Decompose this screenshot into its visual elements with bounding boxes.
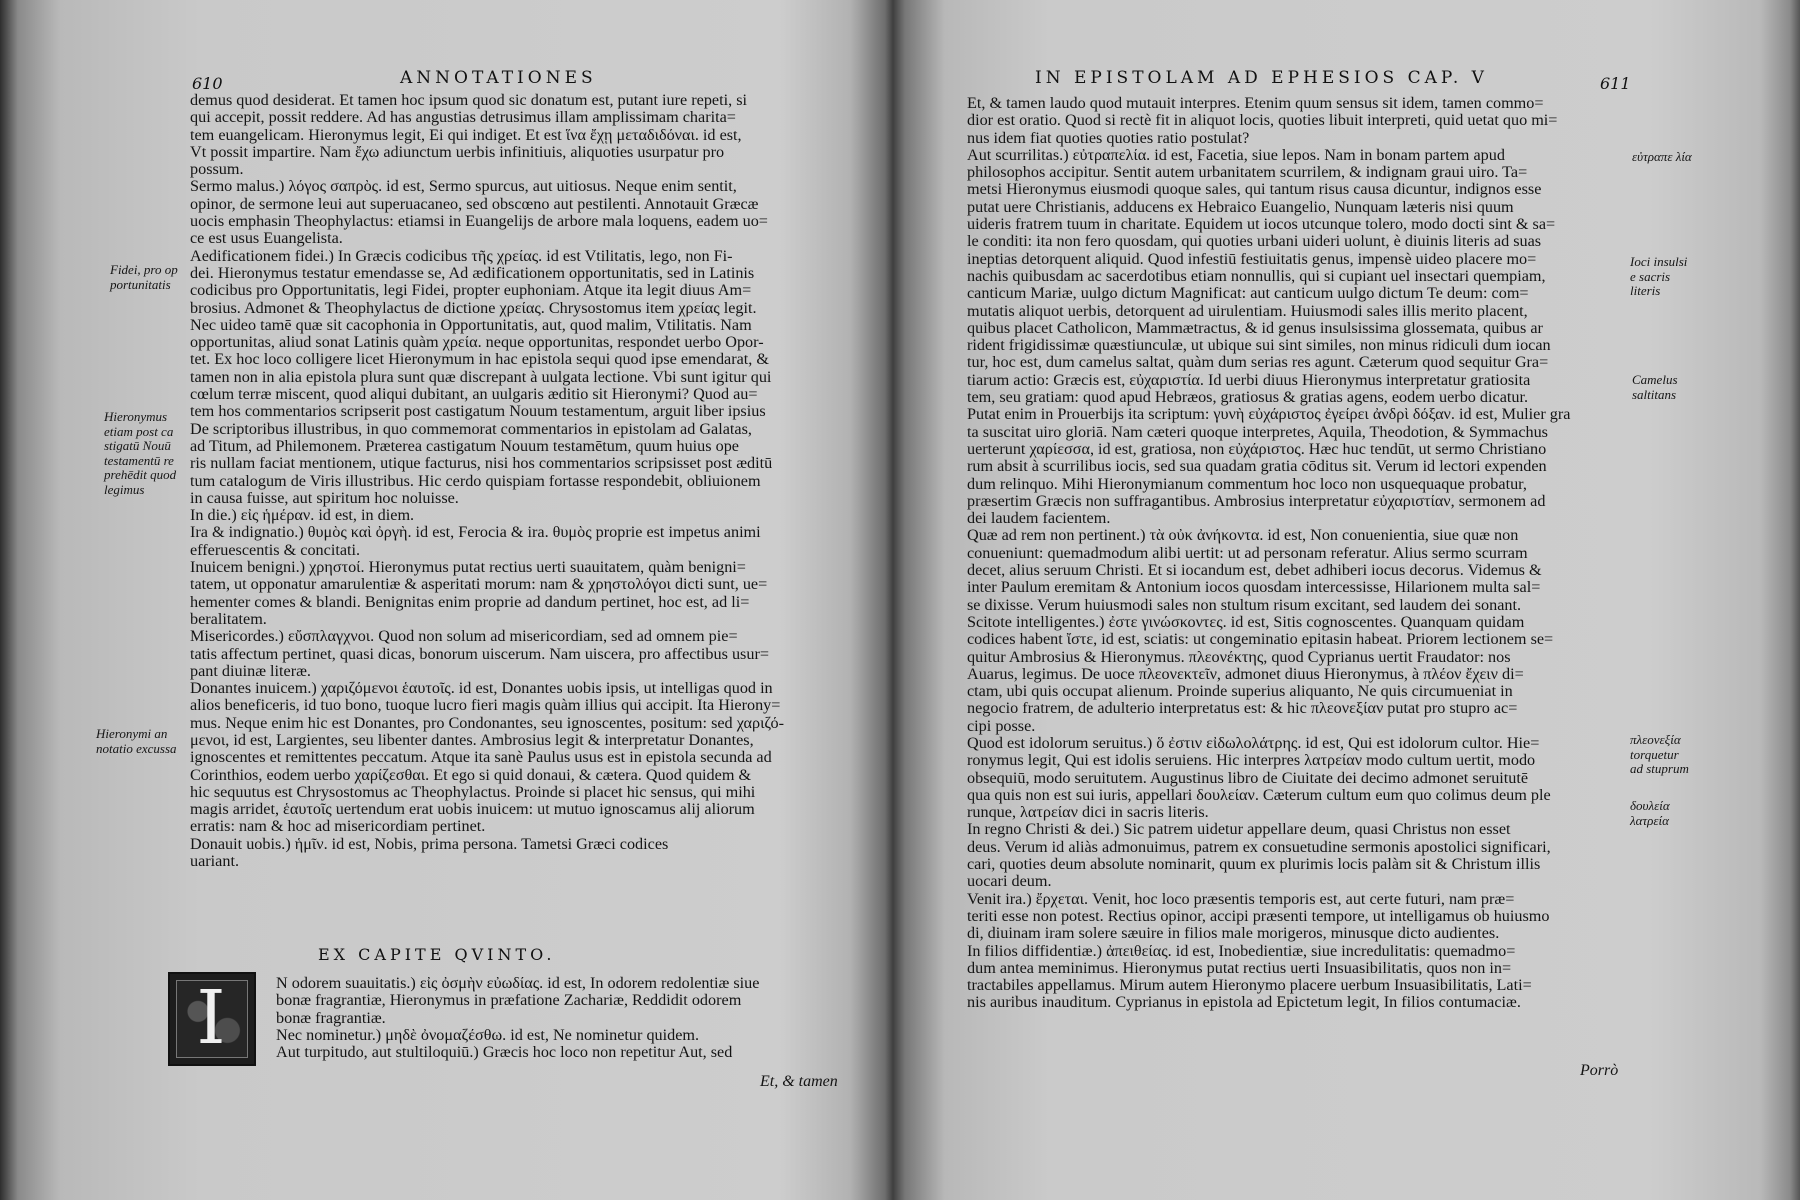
text-line: bonæ fragrantiæ. <box>276 1009 386 1027</box>
margin-note: Ioci insulsi e sacris literis <box>1630 254 1688 298</box>
text-line: codices habent ἴστε, id est, sciatis: ut congeminatio epitasin habeat. Priorem lectionem se= <box>967 631 1554 649</box>
text-line: alios beneficeris, id tuo bono, tuoque lucro fieri magis quàm illius qui accipit. Ita Hierony= <box>190 697 781 715</box>
text-line: efferuescentis & concitati. <box>190 541 361 559</box>
text-line: ce est usus Euangelista. <box>190 230 343 248</box>
text-line: deus. Verum id aliàs admonuimus, patrem ex consuetudine sermonis apostolici significari, <box>967 838 1551 856</box>
text-line: hementer comes & blandi. Benignitas enim proprie ad dandum pertinet, hoc est, ad li= <box>190 593 750 611</box>
text-line: uideris fratrem tuum in charitate. Equidem ut iocos utcunque tolero, modo docti sint & sa= <box>967 216 1556 234</box>
text-line: dei. Hieronymus testatur emendasse se, Ad ædificationem opportunitatis, sed in Latinis <box>190 264 755 282</box>
text-line: in causa fuisse, aut spiritum hoc noluisse. <box>190 489 459 507</box>
text-line: Aedificationem fidei.) In Græcis codicibus τῆς χρείας. id est Vtilitatis, lego, non Fi- <box>190 247 733 265</box>
text-line: In die.) εἰς ἡμέραν. id est, in diem. <box>190 507 415 525</box>
text-line: se dixisse. Verum huiusmodi sales non stultum risum excitant, sed laudem dei sonant. <box>967 596 1522 614</box>
margin-note: Camelus saltitans <box>1632 372 1678 402</box>
text-line: dum antea meminimus. Hieronymus putat rectius uerti Insuasibilitatis, quos non in= <box>967 959 1512 977</box>
text-line: Putat enim in Prouerbijs ita scriptum: γυνὴ εὐχάριστος ἐγείρει ἀνδρὶ δόξαν. id est, Mulier gra <box>967 406 1571 424</box>
text-line: dior est oratio. Quod si rectè fit in aliquot locis, quoties libuit interpreti, quid uetat quo mi= <box>967 112 1558 130</box>
text-line: qua quis non est sui iuris, appellari δουλείαν. Cæterum cultum eum quo colimus deum ple <box>967 786 1551 804</box>
text-line: Venit ira.) ἔρχεται. Venit, hoc loco præsentis temporis est, aut certe futuri, nam præ= <box>967 890 1515 908</box>
text-line: putat uere Christianis, adducens ex Hebraico Euangelio, Nunquam læteris nisi quum <box>967 198 1514 216</box>
text-line: In regno Christi & dei.) Sic patrem uidetur appellare deum, quasi Christus non esset <box>967 821 1511 839</box>
text-line: dum relinquo. Mihi Hieronymianum commentum hoc loco non usquequaque probatur, <box>967 475 1527 493</box>
text-line: Donauit uobis.) ἡμῖν. id est, Nobis, prima persona. Tametsi Græci codices <box>190 835 669 853</box>
text-line: tatem, ut opponatur amarulentiæ & asperitati morum: nam & χρηστολόγοι dicti sunt, ue= <box>190 576 768 594</box>
text-line: inter Paulum eremitam & Antonium iocos quosdam intercessisse, Hilarionem multa sal= <box>967 579 1541 597</box>
text-line: Inuicem benigni.) χρηστοί. Hieronymus putat rectius uerti suauitatem, quàm benigni= <box>190 559 746 577</box>
text-line: rident frigidissimæ quæstiunculæ, ut ubique sui sint similes, non minus ridiculi dum iocan <box>967 337 1551 355</box>
text-line: dei laudem facientem. <box>967 510 1111 528</box>
right-body-text <box>967 95 1627 1012</box>
text-line: uariant. <box>190 853 239 871</box>
text-line: ronymus legit, Qui est idolis seruiens. Hic interpres λατρείαν modo cultum uertit, modo <box>967 752 1536 770</box>
text-line: Aut turpitudo, aut stultiloquiū.) Græcis hoc loco non repetitur Aut, sed <box>276 1044 733 1062</box>
text-line: Corinthios, eodem uerbo χαρίζεσθαι. Et ego si quid donaui, & cætera. Quod quidem & <box>190 766 752 784</box>
text-line: bonæ fragrantiæ, Hieronymus in præfatione Zachariæ, Reddidit odorem <box>276 992 742 1010</box>
margin-note: πλεονεξία torquetur ad stuprum <box>1630 732 1689 776</box>
text-line: Donantes inuicem.) χαριζόμενοι ἑαυτοῖς. id est, Donantes uobis ipsis, ut intelligas quod in <box>190 680 773 698</box>
text-line: cœlum terræ miscent, quod aliqui dubitant, an uulgaris æditio sit Hieronymi? Quod au= <box>190 386 758 404</box>
text-line: decet, alius seruum Christi. Et si iocandum est, debet adhiberi iocus decorus. Videmus & <box>967 562 1542 580</box>
text-line: Quæ ad rem non pertinent.) τὰ οὐκ ἀνήκοντα. id est, Non conuenientia, siue quæ non <box>967 527 1519 545</box>
text-line: præsertim Græcis non suffragantibus. Ambrosius interpretatur εὐχαριστίαν, sermonem ad <box>967 492 1546 510</box>
text-line: De scriptoribus illustribus, in quo commemorat commentarios in epistolam ad Galatas, <box>190 420 752 438</box>
text-line: Ira & indignatio.) θυμὸς καὶ ὀργὴ. id est, Ferocia & ira. θυμὸς proprie est impetus animi <box>190 524 761 542</box>
text-line: Aut scurrilitas.) εὐτραπελία. id est, Facetia, siue lepos. Nam in bonam partem apud <box>967 146 1505 164</box>
text-line: obsequiū, modo seruitutem. Augustinus libro de Ciuitate dei decimo admonet seruitutē <box>967 769 1529 787</box>
text-line: tur, hoc est, dum camelus saltat, quàm dum serias res agunt. Cæterum quod sequitur Gra= <box>967 354 1549 372</box>
text-line: tatis affectum pertinet, quasi dicas, bonorum uiscerum. Nam uiscera, pro affectibus usur= <box>190 645 769 663</box>
text-line: tamen non in alia epistola plura sunt quæ discrepant à uulgata lectione. Vbi sunt igitur qui <box>190 368 772 386</box>
text-line: Misericordes.) εὔσπλαγχνοι. Quod non solum ad misericordiam, sed ad omnem pie= <box>190 628 738 646</box>
text-line: ctam, ubi quis occupat alienum. Proinde superius aliquanto, Ne quis circumueniat in <box>967 683 1513 701</box>
text-line: nus idem fiat quoties quoties ratio postulat? <box>967 129 1250 147</box>
text-line: ineptias detorquent aliquid. Quod infestiū festiuitatis genus, impensè uideo placere mo= <box>967 250 1537 268</box>
text-line: N odorem suauitatis.) εἰς ὀσμὴν εὐωδίας. id est, In odorem redolentiæ siue <box>276 975 760 992</box>
text-line: tiarum actio: Græcis est, εὐχαριστία. Id uerbi diuus Hieronymus interpretatur gratiosita <box>967 371 1531 389</box>
text-line: In filios diffidentiæ.) ἀπειθείας. id est, Inobedientiæ, siue incredulitatis: quemadmo= <box>967 942 1516 960</box>
text-line: cari, quoties deum absolute nominarit, quum ex plurimis locis palàm sit & Christum illis <box>967 856 1541 874</box>
text-line: ris nullam faciat mentionem, utique facturus, nisi hos commentarios scripsisset post æditū <box>190 455 773 473</box>
running-head-left: ANNOTATIONES <box>400 68 597 88</box>
text-line: Sermo malus.) λόγος σαπρὸς. id est, Sermo spurcus, aut uitiosus. Neque enim sentit, <box>190 178 737 196</box>
catchword: Et, & tamen <box>760 1073 838 1090</box>
text-line: qui accepit, possit reddere. Ad has angustias detrusimus illam amplissimam charita= <box>190 109 736 127</box>
text-line: beralitatem. <box>190 610 267 628</box>
text-line: tem euangelicam. Hieronymus legit, Ei qui indiget. Et est ἵνα ἔχῃ μεταδιδόναι. id est, <box>190 126 742 144</box>
text-line: tum catalogum de Viris illustribus. Hic cerdo quispiam fortasse respondebit, obliuionem <box>190 472 761 490</box>
text-line: mutatis aliquot uerbis, detorquent ad uirulentiam. Huiusmodi sales illis merito placent, <box>967 302 1528 320</box>
right-page <box>900 0 1800 1200</box>
text-line: le conditi: ita non fero quosdam, qui quoties urbani uideri uolunt, è diuinis literis ad suas <box>967 233 1542 251</box>
page-number-right: 611 <box>1600 74 1631 93</box>
text-line: Scitote intelligentes.) ἐστε γινώσκοντες. id est, Sitis cognoscentes. Quanquam quidam <box>967 613 1525 631</box>
text-line: Auarus, legimus. De uoce πλεονεκτεῖν, admonet diuus Hieronymus, à πλέον ἔχειν di= <box>967 665 1524 683</box>
text-line: ignoscentes et remittentes peccatum. Atque ita sanè Paulus usus est in epistola secunda ad <box>190 749 772 767</box>
text-line: erratis: nam & hoc ad misericordiam pertinet. <box>190 818 486 836</box>
margin-note: Hieronymi an notatio excussa <box>96 726 177 756</box>
text-line: conueniunt: quemadmodum alibi uertit: ut ad personam referatur. Alius sermo scurram <box>967 544 1528 562</box>
text-line: uocis emphasin Theophylactus: etiamsi in Euangelijs de arbore mala loquens, eadem uo= <box>190 213 768 231</box>
text-line: uerterunt χαρίεσσα, id est, gratiosa, non εὐχάριστος. Hæc huc tendūt, ut sermo Christiano <box>967 440 1547 458</box>
text-line: rum absit à scurrilibus iocis, sed sua quadam gratia cōditus sit. Verum id lectori expenden <box>967 458 1547 476</box>
text-line: opportunitas, aliud sonat Latinis quàm χρεία. neque opportunitas, respondet uerbo Opor- <box>190 334 764 352</box>
text-line: nis auribus inauditum. Cyprianus in epistola ad Epictetum legit, In filios contumaciæ. <box>967 994 1521 1012</box>
text-line: negocio fratrem, de adulterio interpretatus est: & hic πλεονεξίαν putat pro stupro ac= <box>967 700 1518 718</box>
text-line: tem, seu gratiam: quod apud Hebræos, gratiosus & gratias agens, eodem uerbo dicatur. <box>967 389 1529 407</box>
decorated-initial <box>168 972 256 1066</box>
text-line: di, diuinam iram solere sæuire in filios male morigeros, minusque dicto audientes. <box>967 925 1500 943</box>
margin-note: δουλεία λατρεία <box>1630 798 1670 828</box>
text-line: tet. Ex hoc loco colligere licet Hieronymum in hac epistola sequi quod ipse emendarat, & <box>190 351 769 369</box>
text-line: ta suscitat uiro gloriā. Nam cæteri quoque interpretes, Aquila, Theodotion, & Symmachus <box>967 423 1548 441</box>
text-line: brosius. Admonet & Theophylactus de dictione χρείας. Chrysostomus item χρείας legit. <box>190 299 757 317</box>
text-line: uocari deum. <box>967 873 1052 891</box>
left-page <box>0 0 895 1200</box>
text-line: teriti esse non potest. Rectius opinor, accipi præsenti tempore, ut intelligamus ob huiusmo <box>967 907 1550 925</box>
text-line: philosophos accipitur. Sentit autem urbanitatem scurrilem, & indignam graui uiro. Ta= <box>967 164 1528 182</box>
text-line: nachis quibusdam ac sacerdotibus etiam nonnullis, qui si cupiant uel insectari quempiam, <box>967 267 1546 285</box>
text-line: cipi posse. <box>967 717 1036 735</box>
chapter-opening-text <box>276 975 836 1061</box>
left-body-text <box>190 92 858 870</box>
text-line: Vt possit impartire. Nam ἔχω adiunctum uerbis infinitiuis, aliquoties usurpatur pro <box>190 143 725 161</box>
text-line: runque, λατρείαν dici in sacris literis. <box>967 804 1209 822</box>
initial-letter: I <box>196 975 226 1061</box>
text-line: tem hos commentarios scripserit post castigatum Nouum testamentum, arguit liber ipsius <box>190 403 766 421</box>
text-line: mus. Neque enim hic est Donantes, pro Condonantes, seu ignoscentes, positum: sed χαριζό- <box>190 714 785 732</box>
text-line: demus quod desiderat. Et tamen hoc ipsum quod sic donatum est, putant iure repeti, si <box>190 92 748 109</box>
text-line: Nec nominetur.) μηδὲ ὀνομαζέσθω. id est, Ne nominetur quidem. <box>276 1026 700 1044</box>
text-line: Nec uideo tamē quæ sit cacophonia in Opportunitatis, aut, quod malim, Vtilitatis. Nam <box>190 316 752 334</box>
text-line: ad Titum, ad Philemonem. Præterea castigatum Nouum testamētum, quum huius ope <box>190 437 739 455</box>
catchword: Porrò <box>1580 1062 1619 1079</box>
text-line: quitur Ambrosius & Hieronymus. πλεονέκτης, quod Cyprianus uertit Fraudator: nos <box>967 648 1511 666</box>
text-line: magis arridet, ἑαυτοῖς uertendum erat uobis inuicem: ut mutuo ignoscamus alij aliorum <box>190 801 755 819</box>
text-line: tractabiles appellamus. Mirum autem Hieronymo placere uerbum Insuasibilitatis, Lati= <box>967 977 1532 995</box>
text-line: pant diuinæ literæ. <box>190 662 311 680</box>
page-number-left: 610 <box>192 74 223 93</box>
text-line: canticum Mariæ, uulgo dictum Magnificat: aut canticum uulgo dictum Te deum: com= <box>967 285 1529 303</box>
text-line: codicibus pro Opportunitatis, legi Fidei, propter euphoniam. Atque ita legit diuus Am= <box>190 282 752 300</box>
text-line: opinor, de sermone leui aut superuacaneo, sed obscœno aut pestilenti. Annotauit Græcæ <box>190 195 759 213</box>
text-line: metsi Hieronymus eiusmodi quoque sales, qui tantum risus causa dicuntur, indignos esse <box>967 181 1542 199</box>
text-line: μενοι, id est, Largientes, seu libenter dantes. Ambrosius legit & interpretatur Donantes, <box>190 731 754 749</box>
text-line: quibus placet Catholicon, Mammætractus, & id genus insulsissima glossemata, quibus ar <box>967 319 1543 337</box>
text-line: possum. <box>190 161 244 179</box>
section-heading: EX CAPITE QVINTO. <box>318 945 556 964</box>
margin-note: Hieronymus etiam post ca stigatū Nouū testamentū re prehēdit quod legimus <box>104 409 177 497</box>
text-line: Et, & tamen laudo quod mutauit interpres. Etenim quum sensus sit idem, tamen commo= <box>967 95 1544 112</box>
margin-note: εὐτραπε λία <box>1632 149 1692 164</box>
running-head-right: IN EPISTOLAM AD EPHESIOS CAP. V <box>1035 68 1488 88</box>
margin-note: Fidei, pro op portunitatis <box>110 262 178 292</box>
text-line: Quod est idolorum seruitus.) ὅ ἐστιν εἰδωλολάτρης. id est, Qui est idolorum cultor. Hie= <box>967 734 1540 752</box>
text-line: hic sequutus est Chrysostomus ac Theophylactus. Proinde si placet hic sensus, qui mihi <box>190 783 756 801</box>
